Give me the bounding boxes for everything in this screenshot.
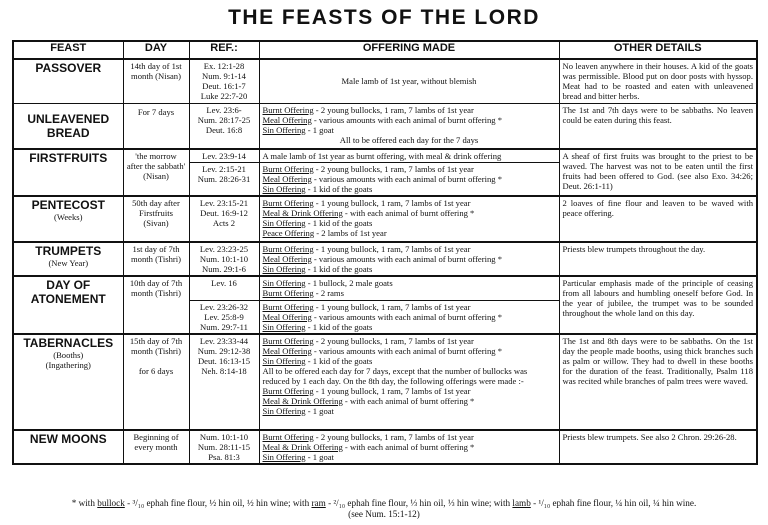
day-cell: 14th day of 1st month (Nisan)	[123, 59, 189, 103]
header-details: OTHER DETAILS	[559, 41, 757, 59]
feast-cell	[13, 59, 123, 103]
offering-line: Burnt Offering - 2 rams	[262, 288, 344, 298]
feast-cell	[13, 103, 123, 149]
offering-line: Burnt Offering - 1 young bullock, 1 ram, 7 lambs of 1st year	[262, 244, 471, 254]
offering-line: Sin Offering - 1 kid of the goats	[262, 218, 373, 228]
feast-name: NEW MOONS	[29, 431, 107, 446]
offering-line: Sin Offering - 1 goat	[262, 405, 334, 416]
offering-line: Meal Offering - various amounts with each animal of burnt offering *	[262, 174, 503, 184]
feast-cell	[13, 334, 123, 430]
offering-line: Meal & Drink Offering - with each animal of burnt offering *	[262, 208, 475, 218]
offering-cell	[259, 242, 559, 276]
details-cell: Priests blew trumpets. See also 2 Chron. 29:26-28.	[559, 430, 757, 464]
ref-line: Num. 28:26-31	[197, 174, 251, 184]
ref-line: Acts 2	[212, 218, 236, 228]
offering-line: Burnt Offering - 2 young bullocks, 1 ram, 7 lambs of 1st year	[262, 431, 474, 442]
details-cell: The 1st and 7th days were to be sabbaths. No leaven could be eaten during this feast.	[559, 103, 757, 149]
day-cell: 50th day after Firstfruits (Sivan)	[123, 196, 189, 242]
feast-cell	[13, 196, 123, 242]
offering-line: Meal Offering - various amounts with each animal of burnt offering *	[262, 254, 503, 264]
ref-cell	[189, 163, 259, 197]
ref-line: Lev. 23:26-32	[199, 301, 249, 312]
offering-cell	[259, 103, 559, 149]
offering-cell	[259, 334, 559, 430]
offering-line: Burnt Offering - 1 young bullock, 1 ram, 7 lambs of 1st year	[262, 198, 471, 208]
feast-subtitle: (Weeks)	[54, 212, 83, 222]
table-row	[13, 242, 757, 276]
offering-line: Burnt Offering - 2 young bullocks, 1 ram, 7 lambs of 1st year	[262, 164, 474, 174]
feast-subtitle: (Booths)	[53, 349, 84, 360]
page-title: THE FEASTS OF THE LORD	[228, 6, 540, 29]
footnote-line: * with bullock - ³/₁₀ ephah fine flour, ½ hin oil, ½ hin wine; with ram - ²/₁₀ ephah fine flour, ⅓ hin oil, ⅓ hin wine; with lamb - ¹/₁₀ ephah fine flour, ¼ hin oil, ¼ hin wine.	[71, 498, 697, 508]
offering-line: Meal Offering - various amounts with each animal of burnt offering *	[262, 114, 503, 125]
feast-name: UNLEAVENED BREAD	[27, 111, 110, 140]
ref-line: Lev. 2:15-21	[202, 164, 246, 174]
header-day: DAY	[123, 41, 189, 59]
feasts-table	[12, 40, 758, 465]
day-cell: 'the morrow after the sabbath' (Nisan)	[123, 149, 189, 196]
ref-line: Num. 28:17-25	[197, 114, 251, 125]
ref-cell	[189, 334, 259, 430]
offering-line: Meal & Drink Offering - with each animal of burnt offering *	[262, 441, 475, 452]
ref-line: Ex. 12:1-28	[203, 61, 245, 71]
table-row	[13, 334, 757, 430]
day-text: 15th day of 7th month (Tishri)	[129, 335, 183, 356]
offering-line: Burnt Offering - 1 young bullock, 1 ram, 7 lambs of 1st year	[262, 385, 471, 396]
offering-line: Sin Offering - 1 kid of the goats	[262, 321, 373, 332]
feast-cell	[13, 242, 123, 276]
ref-line: Neh. 8:14-18	[201, 365, 247, 376]
day-text: for 6 days	[138, 365, 174, 376]
offering-line: Meal & Drink Offering - with each animal of burnt offering *	[262, 395, 475, 406]
ref-line: Deut. 16:13-15	[197, 355, 251, 366]
ref-line: Num. 29:1-6	[202, 264, 246, 274]
offering-line: Burnt Offering - 2 young bullocks, 1 ram, 7 lambs of 1st year	[262, 104, 474, 115]
day-cell: 1st day of 7th month (Tishri)	[123, 242, 189, 276]
table-row	[13, 103, 757, 149]
offering-line: Meal Offering - various amounts with each animal of burnt offering *	[262, 311, 503, 322]
header-feast: FEAST	[13, 41, 123, 59]
offering-line: Sin Offering - 1 goat	[262, 124, 334, 135]
ref-line: Num. 10:1-10	[199, 431, 249, 442]
ref-cell	[189, 59, 259, 103]
offering-cell	[259, 163, 559, 197]
ref-cell: Lev. 16	[189, 276, 259, 300]
ref-line: Psa. 81:3	[208, 451, 240, 462]
details-cell: The 1st and 8th days were to be sabbaths. On the 1st day the people made booths, using thick branches such as palm or willow. They had to dwell in these booths for the duration of the feast. Traditionally, Psalm 118 was recited while branches of palm trees were waved.	[559, 334, 757, 430]
header-offering: OFFERING MADE	[259, 41, 559, 59]
offering-note: All to be offered each day for the 7 days	[339, 134, 479, 145]
ref-line: Lev. 23:15-21	[199, 198, 249, 208]
ref-line: Lev. 23:6-	[206, 104, 242, 115]
footnote-reference: (see Num. 15:1-12)	[348, 509, 420, 519]
table-row	[13, 196, 757, 242]
offering-line: Sin Offering - 1 kid of the goats	[262, 264, 373, 274]
day-cell: For 7 days	[123, 103, 189, 149]
feast-cell	[13, 149, 123, 196]
feast-cell	[13, 430, 123, 464]
feast-name: DAY OF ATONEMENT	[30, 278, 106, 306]
feast-cell	[13, 276, 123, 334]
offering-cell	[259, 276, 559, 300]
offering-line: Peace Offering - 2 lambs of 1st year	[262, 228, 387, 238]
offering-cell: A male lamb of 1st year as burnt offering, with meal & drink offering	[259, 149, 559, 163]
offering-line: Burnt Offering - 1 young bullock, 1 ram, 7 lambs of 1st year	[262, 301, 471, 312]
ref-cell: Lev. 23:9-14	[189, 149, 259, 163]
ref-line: Num. 10:1-10	[199, 254, 249, 264]
feast-name: TABERNACLES	[23, 335, 114, 350]
table-row	[13, 430, 757, 464]
ref-line: Lev. 23:33-44	[199, 335, 249, 346]
details-cell: 2 loaves of fine flour and leaven to be waved with peace offering.	[559, 196, 757, 242]
ref-line: Num. 29:7-11	[200, 321, 248, 332]
offering-line: Burnt Offering - 2 young bullocks, 1 ram, 7 lambs of 1st year	[262, 335, 474, 346]
offering-line: Sin Offering - 1 bullock, 2 male goats	[262, 278, 393, 288]
details-cell: A sheaf of first fruits was brought to the priest to be waved. The harvest was not to be eaten until the first fruits had been offered to God. (see also Exo. 34:26; Deut. 26:1-11)	[559, 149, 757, 196]
offering-line: Sin Offering - 1 goat	[262, 451, 334, 462]
table-row	[13, 149, 757, 163]
feast-name: TRUMPETS	[35, 244, 102, 258]
offering-note: All to be offered each day for 7 days, except that the number of bullocks was reduced by 1 each day. On the 8th day, the following offerings were made :-	[262, 365, 528, 386]
ref-line: Deut. 16:1-7	[202, 81, 246, 91]
day-cell: Beginning of every month	[123, 430, 189, 464]
offering-cell	[259, 430, 559, 464]
ref-line: Deut. 16:9-12	[200, 208, 248, 218]
offering-cell	[259, 196, 559, 242]
ref-line: Lev. 25:8-9	[204, 311, 244, 322]
ref-line: Num. 29:12-38	[197, 345, 251, 356]
feast-name: PASSOVER	[35, 61, 102, 75]
ref-cell	[189, 242, 259, 276]
ref-line: Num. 9:1-14	[202, 71, 246, 81]
footnote	[12, 498, 756, 520]
day-cell	[123, 334, 189, 430]
details-cell: Priests blew trumpets throughout the day.	[559, 242, 757, 276]
ref-line: Lev. 23:23-25	[199, 244, 249, 254]
table-header-row	[13, 41, 757, 59]
offering-cell	[259, 300, 559, 334]
ref-cell	[189, 196, 259, 242]
offering-line: Sin Offering - 1 kid of the goats	[262, 184, 373, 194]
details-cell: Particular emphasis made of the principle of ceasing from all labours and humbling oneself before God. In the year of jubilee, the trumpet was to be sounded throughout the whole land on this day.	[559, 276, 757, 334]
ref-cell	[189, 300, 259, 334]
ref-line: Num. 28:11-15	[197, 441, 251, 452]
table-row	[13, 59, 757, 103]
feast-subtitle: (New Year)	[48, 258, 89, 268]
table-row	[13, 276, 757, 300]
offering-line: Sin Offering - 1 kid of the goats	[262, 355, 373, 366]
ref-line: Deut. 16:8	[205, 124, 243, 135]
offering-cell: Male lamb of 1st year, without blemish	[259, 59, 559, 103]
offering-line: Meal Offering - various amounts with each animal of burnt offering *	[262, 345, 503, 356]
ref-cell	[189, 103, 259, 149]
feast-name: PENTECOST	[31, 198, 105, 212]
feast-subtitle: (Ingathering)	[45, 359, 91, 370]
day-cell: 10th day of 7th month (Tishri)	[123, 276, 189, 334]
header-ref: REF.:	[189, 41, 259, 59]
ref-cell	[189, 430, 259, 464]
details-cell: No leaven anywhere in their houses. A kid of the goats was permissible. Blood put on door posts with hyssop. Meat had to be roasted and eaten with unleavened bread and bitter herbs.	[559, 59, 757, 103]
ref-line: Luke 22:7-20	[200, 91, 248, 101]
feast-name: FIRSTFRUITS	[29, 151, 108, 165]
